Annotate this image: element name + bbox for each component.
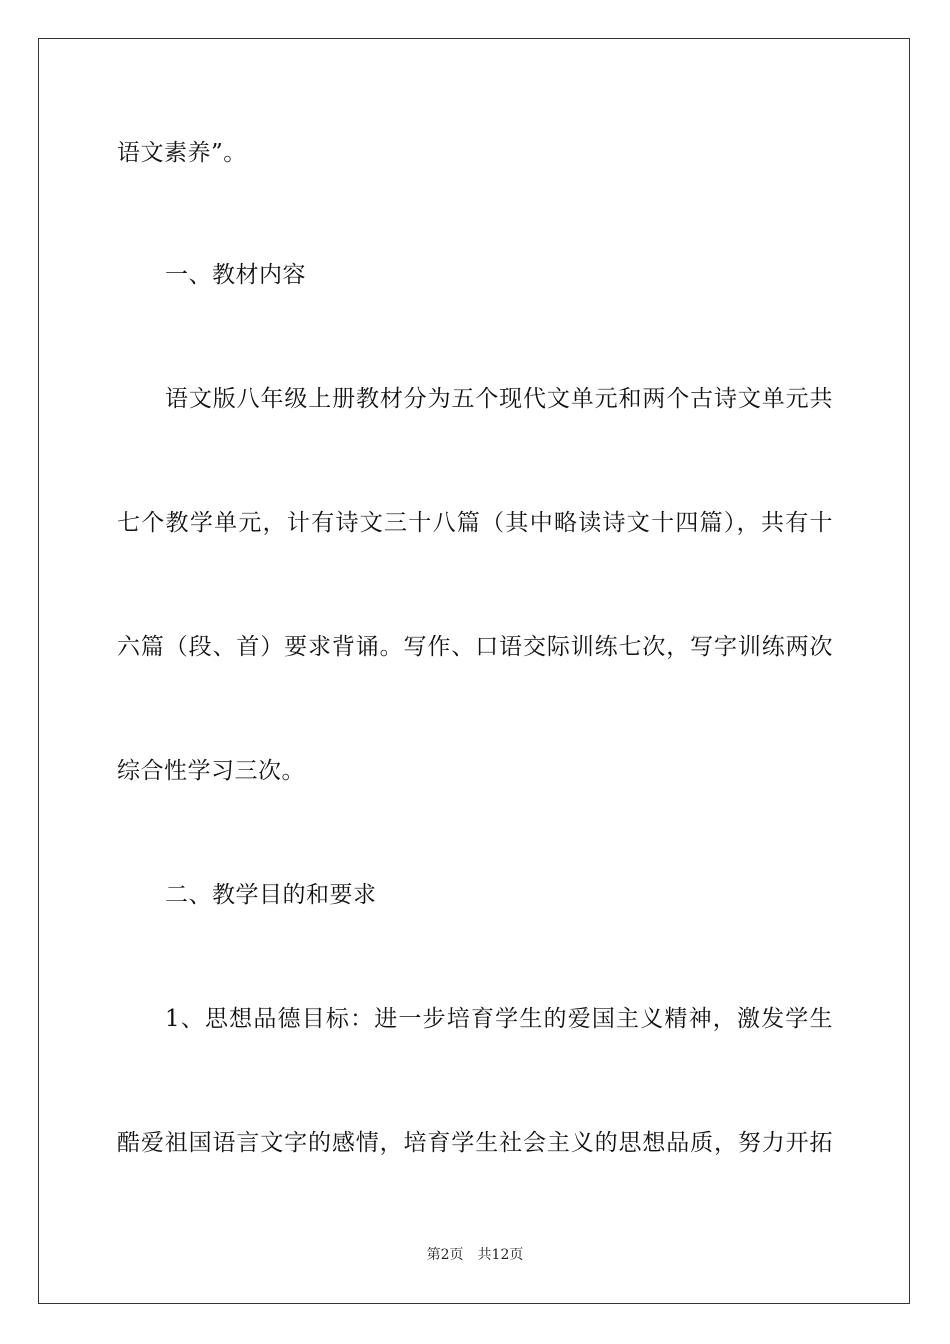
text-line-5: 六篇（段、首）要求背诵。写作、口语交际训练七次，写字训练两次 [117,634,833,660]
page-footer [0,1244,950,1264]
text-line-1: 语文素养”。 [117,140,247,166]
page-total: 共12页 [477,1247,524,1263]
text-line-3: 语文版八年级上册教材分为五个现代文单元和两个古诗文单元共 [165,386,833,412]
page-border [38,38,910,1304]
text-line-6: 综合性学习三次。 [117,758,305,784]
section-heading-goals: 二、教学目的和要求 [165,882,377,908]
text-line-9: 酷爱祖国语言文字的感情，培育学生社会主义的思想品质，努力开拓 [117,1130,833,1156]
section-heading-materials: 一、教材内容 [165,262,306,288]
text-line-4: 七个教学单元，计有诗文三十八篇（其中略读诗文十四篇），共有十 [117,510,833,536]
page-number: 第2页 [426,1247,464,1263]
text-line-8: 1、思想品德目标：进一步培育学生的爱国主义精神，激发学生 [165,1006,833,1032]
